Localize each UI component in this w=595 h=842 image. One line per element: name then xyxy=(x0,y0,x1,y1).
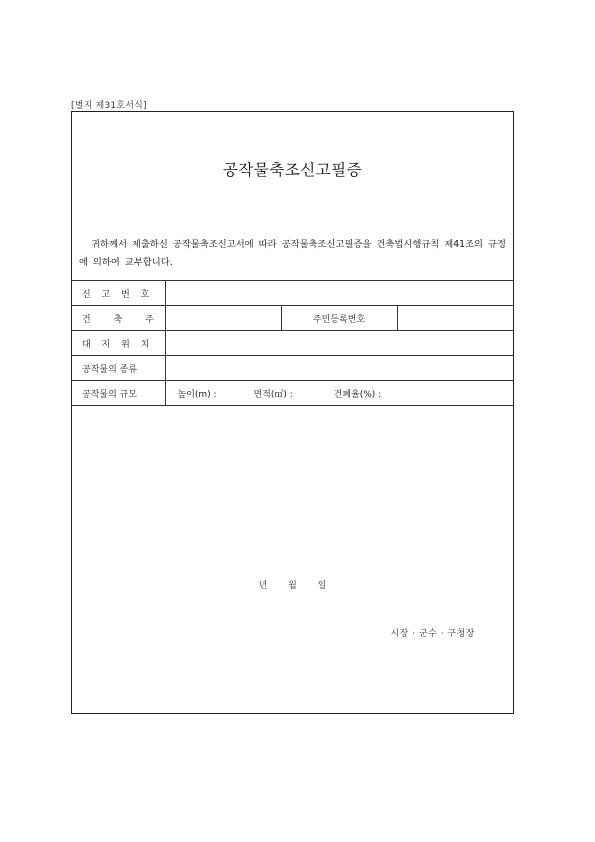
kind-label: 공작물의 종류 xyxy=(72,356,165,381)
row-builder xyxy=(72,306,513,331)
form-number: [별지 제31호서식] xyxy=(71,101,147,111)
issuer-title: 시장 · 군수 · 구청장 xyxy=(390,629,475,639)
intro-paragraph: 귀하께서 제출하신 공작물축조신고서에 따라 공작물축조신고필증을 건축법시행규칙 제41조의 규정에 의하여 교부합니다. xyxy=(79,239,506,268)
resident-number-field[interactable] xyxy=(397,306,513,331)
row-report-number xyxy=(72,281,513,306)
info-table xyxy=(72,280,513,406)
issue-date-line: 년 월 일 xyxy=(258,581,327,591)
document-title: 공작물축조신고필증 xyxy=(222,161,363,179)
report-number-label: 신 고 번 호 xyxy=(72,281,165,306)
builder-label: 건 축 주 xyxy=(72,306,165,331)
builder-field[interactable] xyxy=(165,306,281,331)
kind-field[interactable] xyxy=(165,356,513,381)
site-field[interactable] xyxy=(165,331,513,356)
row-kind xyxy=(72,356,513,381)
row-site xyxy=(72,331,513,356)
row-size xyxy=(72,381,513,406)
height-label: 높이(m) : xyxy=(177,389,217,400)
coverage-ratio-label: 건폐율(%) : xyxy=(333,389,382,400)
size-label: 공작물의 규모 xyxy=(72,381,165,406)
site-label: 대 지 위 치 xyxy=(72,331,165,356)
report-number-field[interactable] xyxy=(165,281,513,306)
size-field[interactable] xyxy=(165,381,513,406)
certificate-sheet xyxy=(71,111,514,714)
area-label: 면적(㎡) : xyxy=(253,389,293,400)
resident-number-label: 주민등록번호 xyxy=(281,306,397,331)
